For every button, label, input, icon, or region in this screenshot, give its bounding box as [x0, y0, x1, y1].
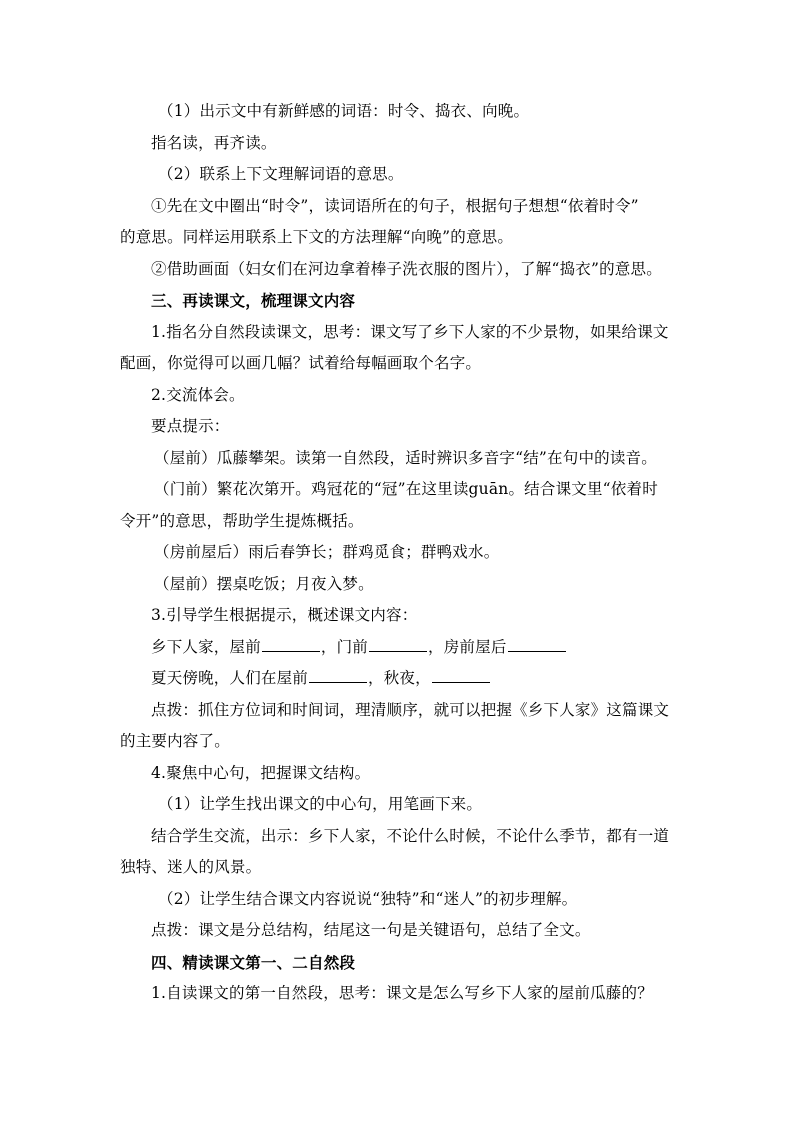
- paragraph-line: 指名读，再齐读。: [151, 133, 277, 152]
- document-body: [120, 96, 686, 1010]
- fill-in-line-2: [120, 663, 686, 695]
- paragraph-line: 配画，你觉得可以画几幅？试着给每幅画取个名字。: [120, 354, 482, 372]
- paragraph-line: 的意思。同样运用联系上下文的方法理解“向晚”的意思。: [120, 228, 514, 246]
- paragraph-line: （屋前）摆桌吃饭；月夜入梦。: [154, 574, 374, 593]
- paragraph-line: 的主要内容了。: [120, 732, 230, 750]
- fill-text: ，房前屋后: [428, 637, 507, 656]
- fill-blank: [432, 667, 490, 683]
- paragraph-line: 要点提示：: [151, 417, 230, 435]
- paragraph-line: （2）联系上下文理解词语的意思。: [158, 165, 404, 183]
- paragraph-line: （1）出示文中有新鲜感的词语：时令、捣衣、向晚。: [158, 102, 530, 120]
- paragraph-line: （屋前）瓜藤攀架。读第一自然段，适时辨识多音字“结”在句中的读音。: [154, 448, 657, 467]
- fill-blank: [369, 636, 427, 652]
- section-heading-4: 四、精读课文第一、二自然段: [151, 952, 356, 972]
- fill-blank: [508, 636, 566, 652]
- paragraph-line: ②借助画面（妇女们在河边拿着棒子洗衣服的图片），了解“捣衣”的意思。: [151, 259, 662, 278]
- paragraph-line: （2）让学生结合课文内容说说“独特”和“迷人”的初步理解。: [158, 889, 578, 908]
- paragraph-line: 独特、迷人的风景。: [120, 858, 262, 876]
- fill-text: ，秋夜，: [368, 669, 431, 687]
- paragraph-line: 2.交流体会。: [151, 385, 245, 404]
- fill-blank: [309, 667, 367, 683]
- fill-blank: [262, 636, 320, 652]
- paragraph-line: 1.指名分自然段读课文，思考：课文写了乡下人家的不少景物，如果给课文: [151, 322, 669, 341]
- paragraph-line: 令开”的意思，帮助学生提炼概括。: [120, 511, 364, 530]
- paragraph-line: （门前）繁花次第开。鸡冠花的“冠”在这里读guān。结合课文里“依着时: [154, 480, 658, 498]
- paragraph-line: 结合学生交流，出示：乡下人家，不论什么时候，不论什么季节，都有一道: [151, 826, 670, 845]
- paragraph-line: 4.聚焦中心句，把握课文结构。: [151, 763, 371, 782]
- paragraph-line: 点拨：抓住方位词和时间词，理清顺序，就可以把握《乡下人家》这篇课文: [151, 700, 670, 719]
- fill-in-line-1: [120, 632, 686, 664]
- paragraph-line: 3.引导学生根据提示，概述课文内容：: [151, 606, 418, 624]
- paragraph-line: ①先在文中圈出“时令”，读词语所在的句子，根据句子想想“依着时令”: [151, 196, 639, 215]
- section-heading-3: 三、再读课文，梳理课文内容: [151, 291, 356, 310]
- paragraph-line: 点拨：课文是分总结构，结尾这一句是关键语句，总结了全文。: [151, 921, 591, 939]
- paragraph-line: 1.自读课文的第一自然段，思考：课文是怎么写乡下人家的屋前瓜藤的？: [151, 984, 653, 1002]
- fill-text: 夏天傍晚，人们在屋前: [151, 669, 309, 687]
- paragraph-line: （房前屋后）雨后春笋长；群鸡觅食；群鸭戏水。: [154, 543, 500, 561]
- fill-text: 乡下人家，屋前: [151, 637, 261, 656]
- paragraph-line: （1）让学生找出课文的中心句，用笔画下来。: [158, 795, 483, 813]
- fill-text: ，门前: [320, 637, 369, 656]
